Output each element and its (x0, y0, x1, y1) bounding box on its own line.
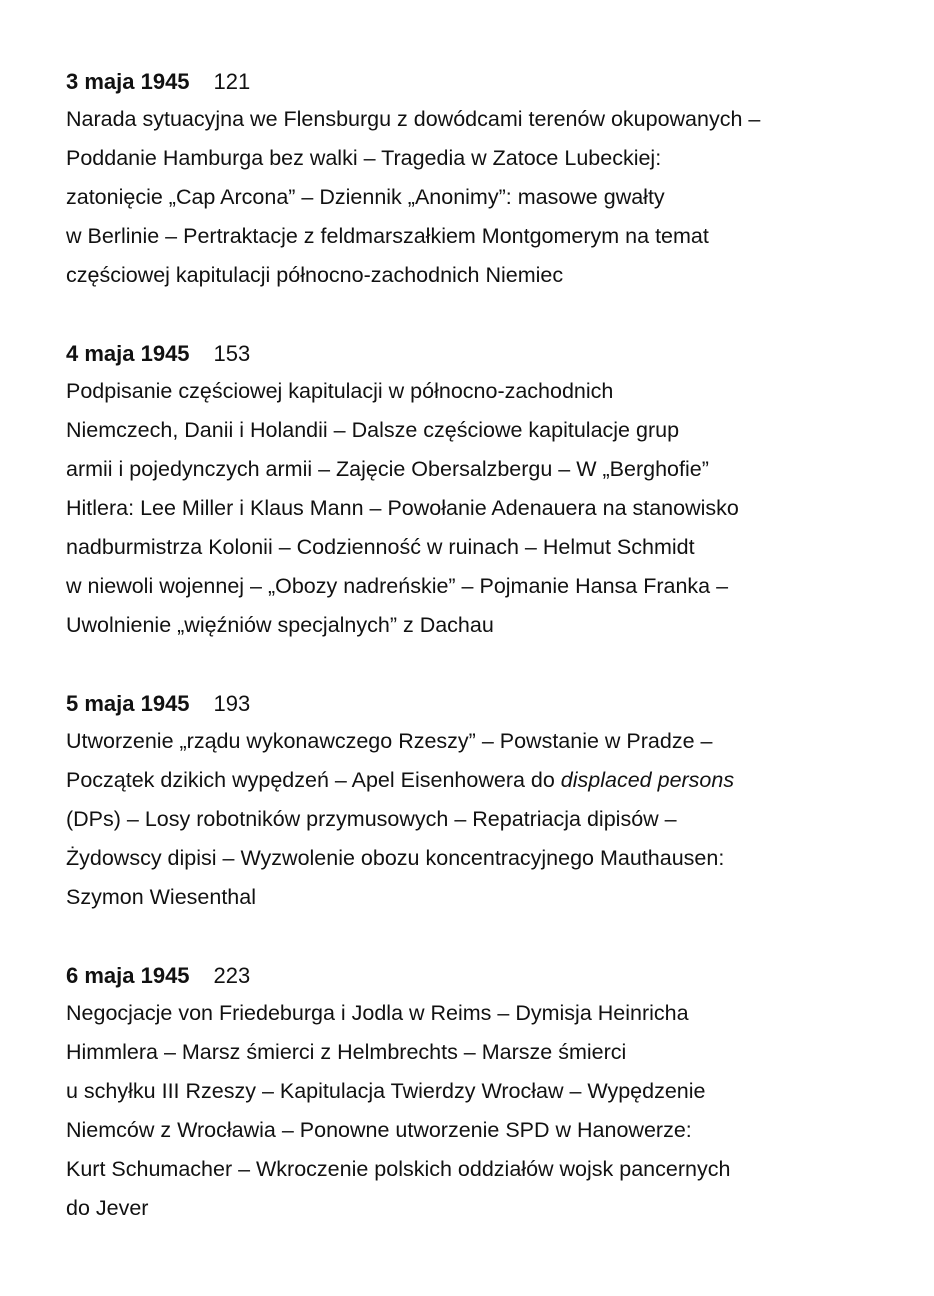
entry-date: 6 maja 1945 (66, 963, 190, 988)
entry-line: częściowej kapitulacji północno-zachodnich Niemiec (66, 263, 564, 287)
entry-date: 3 maja 1945 (66, 69, 190, 94)
entry-line: w Berlinie – Pertraktacje z feldmarszałkiem Montgomerym na temat (66, 224, 709, 248)
entry-heading (66, 340, 916, 368)
entry-line: u schyłku III Rzeszy – Kapitulacja Twierdzy Wrocław – Wypędzenie (66, 1079, 706, 1103)
entry-line: Niemców z Wrocławia – Ponowne utworzenie SPD w Hanowerze: (66, 1118, 692, 1142)
entry-line: armii i pojedynczych armii – Zajęcie Obersalzbergu – W „Berghofie” (66, 457, 709, 481)
entry-line: Utworzenie „rządu wykonawczego Rzeszy” – Powstanie w Pradze – (66, 729, 713, 753)
entry-description (66, 994, 916, 1228)
entry-line: Narada sytuacyjna we Flensburgu z dowódcami terenów okupowanych – (66, 107, 761, 131)
entry-line: Hitlera: Lee Miller i Klaus Mann – Powołanie Adenauera na stanowisko (66, 496, 739, 520)
entry-line: nadburmistrza Kolonii – Codzienność w ruinach – Helmut Schmidt (66, 535, 695, 559)
entry-line: Uwolnienie „więźniów specjalnych” z Dachau (66, 613, 494, 637)
entry-line: Żydowscy dipisi – Wyzwolenie obozu koncentracyjnego Mauthausen: (66, 846, 725, 870)
entry-line: Negocjacje von Friedeburga i Jodla w Reims – Dymisja Heinricha (66, 1001, 689, 1025)
entry-line: Himmlera – Marsz śmierci z Helmbrechts – Marsze śmierci (66, 1040, 627, 1064)
entry-line: Szymon Wiesenthal (66, 885, 256, 909)
italic-term: displaced persons (560, 768, 735, 792)
entry-line: do Jever (66, 1196, 149, 1220)
entry-heading (66, 690, 916, 718)
entry-line: (DPs) – Losy robotników przymusowych – Repatriacja dipisów – (66, 807, 677, 831)
entry-description (66, 100, 916, 295)
entry-page-number: 153 (213, 341, 251, 366)
entry-line: Poddanie Hamburga bez walki – Tragedia w Zatoce Lubeckiej: (66, 146, 662, 170)
entry-date: 4 maja 1945 (66, 341, 190, 366)
entry-heading (66, 68, 916, 96)
toc-entry-4-may (66, 340, 916, 645)
entry-line: Niemczech, Danii i Holandii – Dalsze częściowe kapitulacje grup (66, 418, 680, 442)
entry-line: zatonięcie „Cap Arcona” – Dziennik „Anonimy”: masowe gwałty (66, 185, 665, 209)
toc-entry-3-may (66, 68, 916, 295)
entry-line (66, 761, 916, 800)
entry-line: Kurt Schumacher – Wkroczenie polskich oddziałów wojsk pancernych (66, 1157, 731, 1181)
entry-page-number: 121 (213, 69, 251, 94)
entry-heading (66, 962, 916, 990)
entry-date: 5 maja 1945 (66, 691, 190, 716)
toc-entry-5-may (66, 690, 916, 917)
entry-page-number: 223 (213, 963, 251, 988)
toc-entry-6-may (66, 962, 916, 1228)
entry-description (66, 722, 916, 917)
entry-line-text: Początek dzikich wypędzeń – Apel Eisenhowera do (66, 768, 561, 792)
entry-line: w niewoli wojennej – „Obozy nadreńskie” – Pojmanie Hansa Franka – (66, 574, 729, 598)
entry-line: Podpisanie częściowej kapitulacji w północno-zachodnich (66, 379, 614, 403)
entry-page-number: 193 (213, 691, 251, 716)
entry-description (66, 372, 916, 645)
